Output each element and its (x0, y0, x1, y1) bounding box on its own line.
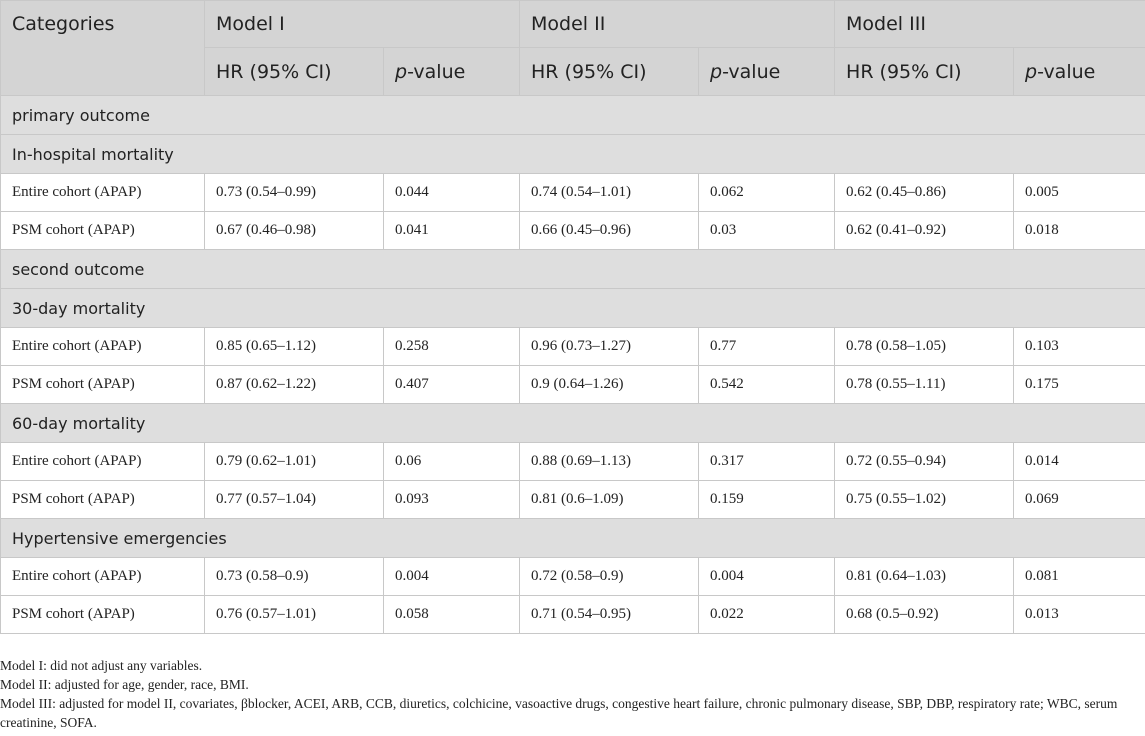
model-3-p-cell: 0.175 (1014, 366, 1145, 404)
model-2-p-cell: 0.159 (699, 481, 835, 519)
model-1-header: Model I (205, 1, 520, 48)
table-row (1, 328, 1145, 366)
model-2-p-cell: 0.004 (699, 558, 835, 596)
model-2-p-cell: 0.062 (699, 174, 835, 212)
footnote-model-3: Model III: adjusted for model II, covariates, βblocker, ACEI, ARB, CCB, diuretics, colchicine, vasoactive drugs, congestive heart failure, chronic pulmonary disease, SBP, DBP, respiratory rate; WBC, serum creatinine, SOFA. (0, 696, 1118, 730)
model-2-hr-cell: 0.9 (0.64–1.26) (520, 366, 699, 404)
model-3-hr-cell: 0.75 (0.55–1.02) (835, 481, 1014, 519)
row-label-cell: PSM cohort (APAP) (1, 596, 205, 634)
model-2-hr-cell: 0.74 (0.54–1.01) (520, 174, 699, 212)
footnote-model-2: Model II: adjusted for age, gender, race, BMI. (0, 677, 249, 692)
p-suffix: -value (407, 60, 466, 83)
model-1-p-cell: 0.06 (384, 443, 520, 481)
row-label-cell: Entire cohort (APAP) (1, 558, 205, 596)
row-label-cell: Entire cohort (APAP) (1, 443, 205, 481)
model-3-p-cell: 0.081 (1014, 558, 1145, 596)
subsection-row (1, 404, 1145, 443)
subsection-row (1, 135, 1145, 174)
model-1-hr-cell: 0.85 (0.65–1.12) (205, 328, 384, 366)
table-row (1, 366, 1145, 404)
model-3-p-cell: 0.013 (1014, 596, 1145, 634)
model-3-hr-cell: 0.62 (0.45–0.86) (835, 174, 1014, 212)
model-1-p-cell: 0.041 (384, 212, 520, 250)
categories-header: Categories (1, 1, 205, 96)
model-2-hr-header: HR (95% CI) (520, 48, 699, 96)
model-3-hr-cell: 0.78 (0.58–1.05) (835, 328, 1014, 366)
model-2-hr-cell: 0.96 (0.73–1.27) (520, 328, 699, 366)
table-header (1, 1, 1145, 96)
model-1-p-cell: 0.044 (384, 174, 520, 212)
model-1-hr-cell: 0.76 (0.57–1.01) (205, 596, 384, 634)
model-3-hr-cell: 0.81 (0.64–1.03) (835, 558, 1014, 596)
section-label: primary outcome (1, 96, 1145, 135)
model-2-hr-cell: 0.66 (0.45–0.96) (520, 212, 699, 250)
row-label-cell: PSM cohort (APAP) (1, 212, 205, 250)
model-1-hr-cell: 0.77 (0.57–1.04) (205, 481, 384, 519)
model-1-hr-cell: 0.67 (0.46–0.98) (205, 212, 384, 250)
header-row-models (1, 1, 1145, 48)
model-1-p-cell: 0.258 (384, 328, 520, 366)
row-label-cell: Entire cohort (APAP) (1, 328, 205, 366)
p-suffix: -value (722, 60, 781, 83)
model-1-hr-cell: 0.73 (0.54–0.99) (205, 174, 384, 212)
model-2-p-cell: 0.77 (699, 328, 835, 366)
p-letter: p (1025, 60, 1038, 83)
model-1-p-cell: 0.058 (384, 596, 520, 634)
model-2-hr-cell: 0.71 (0.54–0.95) (520, 596, 699, 634)
footnote-model-1: Model I: did not adjust any variables. (0, 658, 203, 673)
model-3-p-header (1014, 48, 1145, 96)
section-row (1, 250, 1145, 289)
model-2-p-cell: 0.022 (699, 596, 835, 634)
table-row (1, 212, 1145, 250)
model-2-p-cell: 0.542 (699, 366, 835, 404)
model-1-hr-header: HR (95% CI) (205, 48, 384, 96)
model-3-p-cell: 0.103 (1014, 328, 1145, 366)
model-1-hr-cell: 0.73 (0.58–0.9) (205, 558, 384, 596)
row-label-cell: PSM cohort (APAP) (1, 366, 205, 404)
p-letter: p (710, 60, 723, 83)
model-2-hr-cell: 0.81 (0.6–1.09) (520, 481, 699, 519)
model-3-p-cell: 0.005 (1014, 174, 1145, 212)
subsection-label: 60-day mortality (1, 404, 1145, 443)
model-1-p-cell: 0.004 (384, 558, 520, 596)
subsection-row (1, 519, 1145, 558)
table-row (1, 174, 1145, 212)
model-1-hr-cell: 0.79 (0.62–1.01) (205, 443, 384, 481)
p-letter: p (395, 60, 408, 83)
p-suffix: -value (1037, 60, 1096, 83)
subsection-label: 30-day mortality (1, 289, 1145, 328)
row-label-cell: Entire cohort (APAP) (1, 174, 205, 212)
table-row (1, 443, 1145, 481)
table-footnotes (0, 656, 1140, 732)
table-row (1, 558, 1145, 596)
model-3-hr-cell: 0.78 (0.55–1.11) (835, 366, 1014, 404)
model-2-p-cell: 0.317 (699, 443, 835, 481)
table-row (1, 481, 1145, 519)
model-2-p-cell: 0.03 (699, 212, 835, 250)
model-3-header: Model III (835, 1, 1145, 48)
model-2-p-header (699, 48, 835, 96)
subsection-row (1, 289, 1145, 328)
model-3-p-cell: 0.018 (1014, 212, 1145, 250)
model-3-hr-cell: 0.72 (0.55–0.94) (835, 443, 1014, 481)
model-2-hr-cell: 0.88 (0.69–1.13) (520, 443, 699, 481)
section-label: second outcome (1, 250, 1145, 289)
subsection-label: In-hospital mortality (1, 135, 1145, 174)
table-body (1, 96, 1145, 634)
model-3-p-cell: 0.014 (1014, 443, 1145, 481)
model-1-p-cell: 0.407 (384, 366, 520, 404)
table-row (1, 596, 1145, 634)
row-label-cell: PSM cohort (APAP) (1, 481, 205, 519)
subsection-label: Hypertensive emergencies (1, 519, 1145, 558)
model-2-header: Model II (520, 1, 835, 48)
model-1-hr-cell: 0.87 (0.62–1.22) (205, 366, 384, 404)
model-2-hr-cell: 0.72 (0.58–0.9) (520, 558, 699, 596)
model-3-hr-header: HR (95% CI) (835, 48, 1014, 96)
model-1-p-cell: 0.093 (384, 481, 520, 519)
model-1-p-header (384, 48, 520, 96)
model-3-hr-cell: 0.68 (0.5–0.92) (835, 596, 1014, 634)
model-3-hr-cell: 0.62 (0.41–0.92) (835, 212, 1014, 250)
section-row (1, 96, 1145, 135)
model-3-p-cell: 0.069 (1014, 481, 1145, 519)
